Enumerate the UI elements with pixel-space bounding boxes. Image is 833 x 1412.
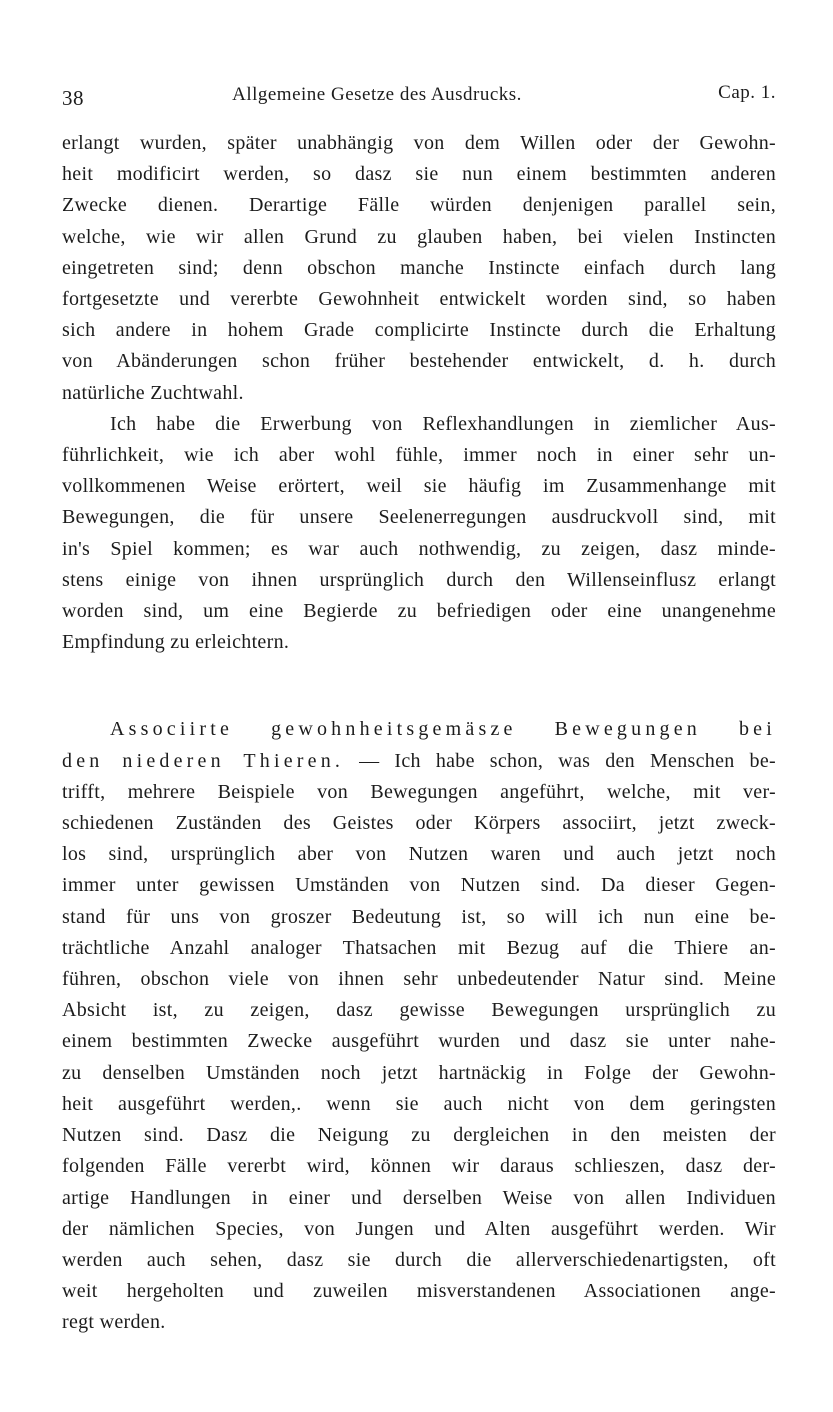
paragraph-3 bbox=[62, 714, 776, 1338]
text-line: der nämlichen Species, von Jungen und Alten ausgeführt werden. Wir bbox=[62, 1217, 776, 1240]
text-line: schiedenen Zuständen des Geistes oder Körpers associirt, jetzt zweck- bbox=[62, 812, 776, 835]
text-line: erlangt wurden, später unabhängig von dem Willen oder der Gewohn- bbox=[62, 132, 776, 154]
text-line: trifft, mehrere Beispiele von Bewegungen angeführt, welche, mit ver- bbox=[62, 780, 776, 803]
text-line: los sind, ursprünglich aber von Nutzen waren und auch jetzt noch bbox=[62, 843, 776, 866]
running-head bbox=[62, 80, 776, 110]
text-line: einem bestimmten Zwecke ausgeführt wurden und dasz sie unter nahe- bbox=[62, 1030, 776, 1053]
body-text bbox=[62, 128, 776, 1339]
text-line: fortgesetzte und vererbte Gewohnheit entwickelt worden sind, so haben bbox=[62, 288, 776, 311]
section-heading-continued: den niederen Thieren. bbox=[62, 749, 345, 772]
text-line: Nutzen sind. Dasz die Neigung zu dergleichen in den meisten der bbox=[62, 1124, 776, 1147]
section-heading: Associirte gewohnheitsgemäsze Bewegungen bei bbox=[110, 718, 776, 741]
text-line: immer unter gewissen Umständen von Nutzen sind. Da dieser Gegen- bbox=[62, 874, 776, 897]
text-line: Bewegungen, die für unsere Seelenerregungen ausdruckvoll sind, mit bbox=[62, 506, 776, 529]
text-line: führen, obschon viele von ihnen sehr unbedeutender Natur sind. Meine bbox=[62, 968, 776, 991]
text-line: welche, wie wir allen Grund zu glauben haben, bei vielen Instincten bbox=[62, 225, 776, 248]
text-line: vollkommenen Weise erörtert, weil sie häufig im Zusammenhange mit bbox=[62, 475, 776, 498]
paragraph-1 bbox=[62, 128, 776, 409]
text-line: Empfindung zu erleichtern. bbox=[62, 631, 290, 654]
text-line: in's Spiel kommen; es war auch nothwendig, zu zeigen, dasz minde- bbox=[62, 537, 776, 560]
text-line: Zwecke dienen. Derartige Fälle würden denjenigen parallel sein, bbox=[62, 194, 776, 217]
text-line: regt werden. bbox=[62, 1311, 166, 1334]
text-line: führlichkeit, wie ich aber wohl fühle, immer noch in einer sehr un- bbox=[62, 444, 776, 467]
running-title: Allgemeine Gesetze des Ausdrucks. bbox=[232, 84, 522, 105]
text-line: stand für uns von groszer Bedeutung ist, so will ich nun eine be- bbox=[62, 905, 776, 928]
text-line: von Abänderungen schon früher bestehender entwickelt, d. h. durch bbox=[62, 350, 776, 373]
text-line: weit hergeholten und zuweilen misverstandenen Associationen ange- bbox=[62, 1280, 776, 1303]
text-line: sich andere in hohem Grade complicirte Instincte durch die Erhaltung bbox=[62, 319, 776, 342]
section-gap bbox=[62, 658, 776, 714]
text-line: folgenden Fälle vererbt wird, können wir daraus schlieszen, dasz der- bbox=[62, 1155, 776, 1178]
text-line: heit modificirt werden, so dasz sie nun einem bestimmten anderen bbox=[62, 163, 776, 186]
heading-line-rest: — Ich habe schon, was den Menschen be- bbox=[344, 749, 776, 772]
text-line: worden sind, um eine Begierde zu befriedigen oder eine unangenehme bbox=[62, 600, 776, 623]
page-number: 38 bbox=[62, 86, 84, 110]
book-page bbox=[62, 0, 776, 1412]
chapter-label: Cap. 1. bbox=[718, 82, 776, 103]
text-line: werden auch sehen, dasz sie durch die allerverschiedenartigsten, oft bbox=[62, 1248, 776, 1271]
text-line bbox=[62, 746, 776, 777]
text-line: eingetreten sind; denn obschon manche Instincte einfach durch lang bbox=[62, 256, 776, 279]
paragraph-2 bbox=[62, 409, 776, 659]
text-line: stens einige von ihnen ursprünglich durch den Willenseinflusz erlangt bbox=[62, 568, 776, 591]
text-line: Ich habe die Erwerbung von Reflexhandlungen in ziemlicher Aus- bbox=[110, 412, 776, 435]
text-line: natürliche Zuchtwahl. bbox=[62, 381, 244, 404]
text-line: Absicht ist, zu zeigen, dasz gewisse Bewegungen ursprünglich zu bbox=[62, 999, 776, 1022]
text-line: trächtliche Anzahl analoger Thatsachen mit Bezug auf die Thiere an- bbox=[62, 936, 776, 959]
text-line: zu denselben Umständen noch jetzt hartnäckig in Folge der Gewohn- bbox=[62, 1061, 776, 1084]
text-line: artige Handlungen in einer und derselben Weise von allen Individuen bbox=[62, 1186, 776, 1209]
text-line: heit ausgeführt werden,. wenn sie auch nicht von dem geringsten bbox=[62, 1092, 776, 1115]
